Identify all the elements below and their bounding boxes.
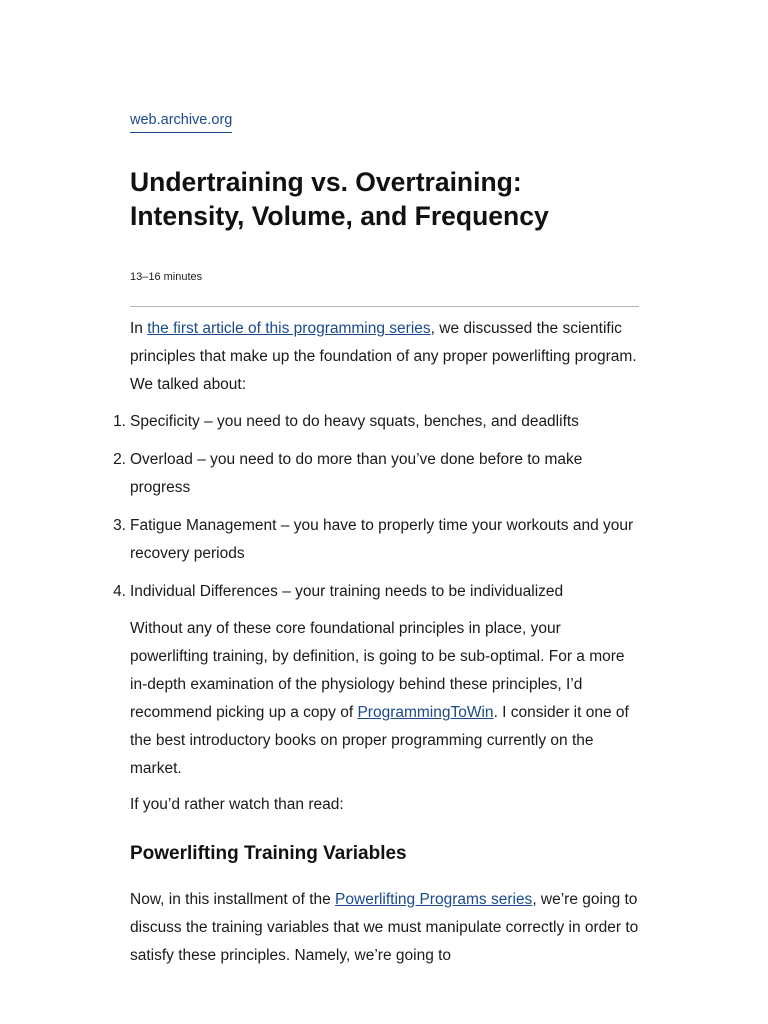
divider [130,306,639,307]
first-article-link[interactable]: the first article of this programming series [147,320,431,337]
intro-paragraph [130,315,640,399]
book-paragraph [130,615,640,783]
installment-text-after: , we’re going to discuss the training variables that we must manipulate correctly in order to satisfy these principles. Namely, we’re going to [130,891,639,964]
book-text-before: Without any of these core foundational principles in place, your powerlifting training, by definition, is going to be sub-optimal. For a more in-depth examination of the physiology behind these principles, I’d recommend picking up a copy of [130,620,625,721]
programming-to-win-link[interactable]: ProgrammingToWin [357,704,494,721]
list-number: 4. [113,583,126,600]
list-item-text: Specificity – you need to do heavy squats, benches, and deadlifts [130,413,579,430]
intro-text-after: , we discussed the scientific principles that make up the foundation of any proper powerlifting program. We talked about: [130,320,637,393]
book-text-after: . I consider it one of the best introductory books on proper programming currently on the market. [130,704,629,777]
list-item [113,578,640,606]
list-item [113,512,640,568]
list-item-text: Individual Differences – your training needs to be individualized [130,583,564,600]
section-heading: Powerlifting Training Variables [130,843,407,864]
video-intro-paragraph: If you’d rather watch than read: [130,796,344,813]
source-link[interactable]: web.archive.org [130,111,232,133]
read-time: 13–16 minutes [130,271,203,283]
article-title: Undertraining vs. Overtraining: Intensity, Volume, and Frequency [130,167,549,231]
intro-text-before: In [130,320,148,337]
list-item [113,446,640,502]
installment-paragraph [130,886,640,970]
list-number: 2. [113,451,126,468]
list-item [113,408,640,436]
principles-list [113,408,640,616]
list-number: 1. [113,413,126,430]
list-item-text: Fatigue Management – you have to properly time your workouts and your recovery periods [130,517,634,562]
powerlifting-programs-link[interactable]: Powerlifting Programs series [335,891,533,908]
list-number: 3. [113,517,126,534]
list-item-text: Overload – you need to do more than you’ve done before to make progress [130,451,583,496]
installment-text-before: Now, in this installment of the [130,891,336,908]
